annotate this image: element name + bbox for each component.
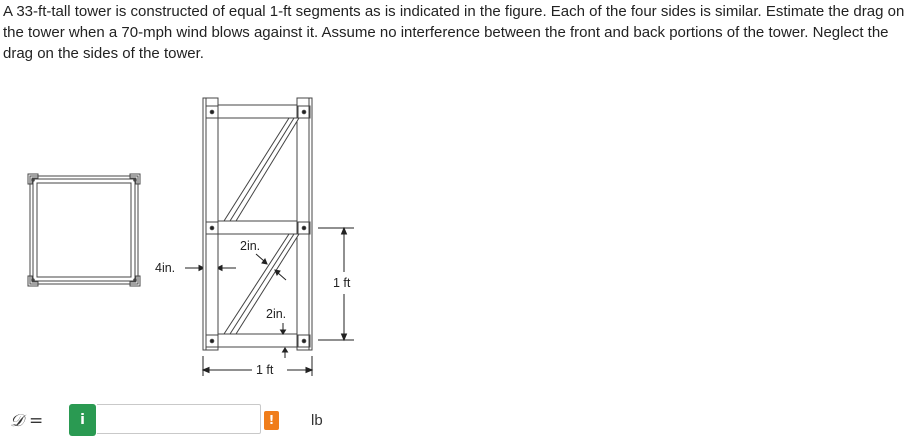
unit-label: lb — [311, 412, 323, 429]
label-2in-top: 2in. — [240, 239, 261, 253]
answer-row — [0, 404, 910, 440]
label-1ft-width: 1 ft — [256, 363, 274, 377]
info-icon[interactable]: i — [69, 404, 96, 436]
label-1ft-height: 1 ft — [333, 276, 351, 290]
tower-cross-section — [28, 174, 140, 286]
tower-elevation — [203, 98, 312, 350]
warning-icon[interactable]: ! — [264, 411, 279, 430]
label-4in: 4in. — [155, 261, 176, 275]
drag-variable-label: 𝒟 = — [10, 411, 44, 431]
drag-answer-input[interactable] — [97, 404, 261, 434]
problem-statement: A 33-ft-tall tower is constructed of equal 1-ft segments as is indicated in the figure. Each of the four sides is similar. Estimate the drag on the tower when a 70-mph wind blows against it. Assume no interference between the front and back portions of the tower. Neglect the drag on the sides of the tower. — [3, 3, 905, 62]
label-2in-bottom: 2in. — [266, 307, 287, 321]
